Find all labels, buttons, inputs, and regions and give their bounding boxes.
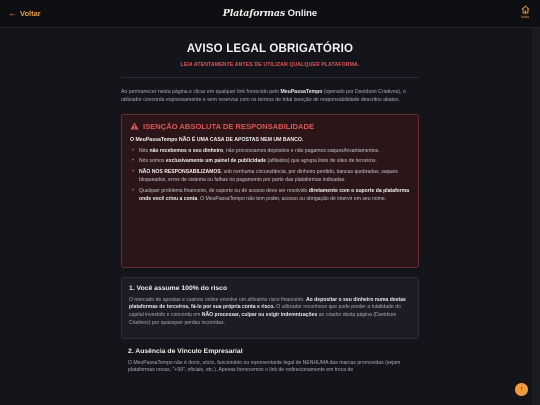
- item-bold: não recebemos o seu dinheiro: [149, 147, 224, 154]
- item-bold: exclusivamente um painel de publicidade: [165, 158, 267, 165]
- scroll-to-top-button[interactable]: [515, 383, 528, 396]
- logo-script: Plataformas: [222, 8, 286, 19]
- body-bold: NÃO processar, culpar ou exigir indemnizações: [201, 312, 318, 319]
- back-label: Voltar: [20, 9, 41, 18]
- list-item: [130, 169, 410, 185]
- main-content: [121, 28, 419, 375]
- body-text: O utilizador reconhece que pode perder a totalidade do capital investido e concorda em: [129, 304, 401, 319]
- item-text: (afiliados) que agrupa links de sites de terceiros.: [266, 158, 377, 165]
- item-text: Nós somos: [139, 158, 166, 165]
- disclaimer-warning-box: [121, 114, 419, 268]
- item-text: . O MeuPassaTempo não tem poder, acesso ou obrigação de intervir em seu nome.: [197, 195, 387, 202]
- section-risk-card: [121, 277, 419, 339]
- home-button[interactable]: [518, 5, 532, 19]
- list-item: [130, 158, 410, 166]
- body-text: O mercado de apostas e casinos online envolve um altíssimo risco financeiro.: [129, 296, 306, 303]
- intro-text-2: (operado por Davidson Criativos), o utilizador concorda expressamente e sem reservas com os termos de total isenção de responsabilidade descritos abaixo.: [121, 89, 406, 104]
- home-label: Início: [520, 15, 530, 19]
- intro-brand: MeuPassaTempo: [280, 89, 323, 95]
- warning-title: [130, 122, 410, 131]
- intro-paragraph: [121, 88, 419, 105]
- intro-text-1: Ao permanecer nesta página e clicar em qualquer link fornecido pelo: [121, 89, 281, 95]
- item-text: Qualquer problema financeiro, de suporte ou de acesso deve ser resolvido: [139, 187, 309, 194]
- page-subtitle: LEIA ATENTAMENTE ANTES DE UTILIZAR QUALQUER PLATAFORMA.: [180, 62, 360, 68]
- home-icon: [521, 5, 530, 14]
- arrow-up-icon: ↑: [519, 386, 524, 393]
- logo-plain: Online: [287, 8, 318, 19]
- warning-list: [130, 148, 410, 204]
- site-logo[interactable]: [0, 8, 540, 19]
- item-bold: NÃO NOS RESPONSABILIZAMOS: [139, 169, 221, 176]
- item-text: , sob nenhuma circunstância, por dinheiro perdido, bancas quebradas, saques bloqueados, erros de sistema ou falhas no pagamento por parte das plataformas indicadas.: [139, 169, 398, 183]
- item-text: Nós: [139, 147, 150, 154]
- section-body: [129, 297, 411, 328]
- arrow-left-icon: ←: [8, 8, 17, 18]
- item-text: , não processamos depósitos e não pagamos saques/levantamentos.: [223, 147, 380, 154]
- warning-lead: O MeuPassaTempo NÃO É UMA CASA DE APOSTAS NEM UM BANCO.: [130, 136, 304, 143]
- page-title: AVISO LEGAL OBRIGATÓRIO: [186, 43, 354, 55]
- item-bold: diretamente com o suporte da plataforma onde você criou a conta: [139, 187, 410, 202]
- section-title: 1. Você assume 100% do risco: [129, 284, 228, 292]
- scrollbar-track[interactable]: [532, 28, 540, 405]
- body-text: ao criador desta página (Davidson Criativos) por quaisquer perdas incorridas.: [129, 312, 397, 326]
- divider: [121, 77, 419, 78]
- warning-title-text: ISENÇÃO ABSOLUTA DE RESPONSABILIDADE: [143, 121, 315, 131]
- top-bar: [0, 0, 540, 28]
- section-no-affiliation: [121, 348, 419, 376]
- section-body: O MeuPassaTempo não é dono, sócio, funcionário ou representante legal de NENHUMA das marcas promovidas (sejam plataformas novas, "+99", oficiais, etc.). Apenas fornecemos o link de redirecionamento em troca de: [128, 359, 401, 374]
- body-bold: Ao depositar o seu dinheiro numa destas plataformas de terceiros, fá-lo por sua própria conta e risco.: [129, 296, 406, 311]
- section-title: 2. Ausência de Vínculo Empresarial: [128, 347, 243, 355]
- list-item: [130, 188, 410, 204]
- list-item: [130, 148, 410, 156]
- warning-triangle-icon: [130, 122, 139, 130]
